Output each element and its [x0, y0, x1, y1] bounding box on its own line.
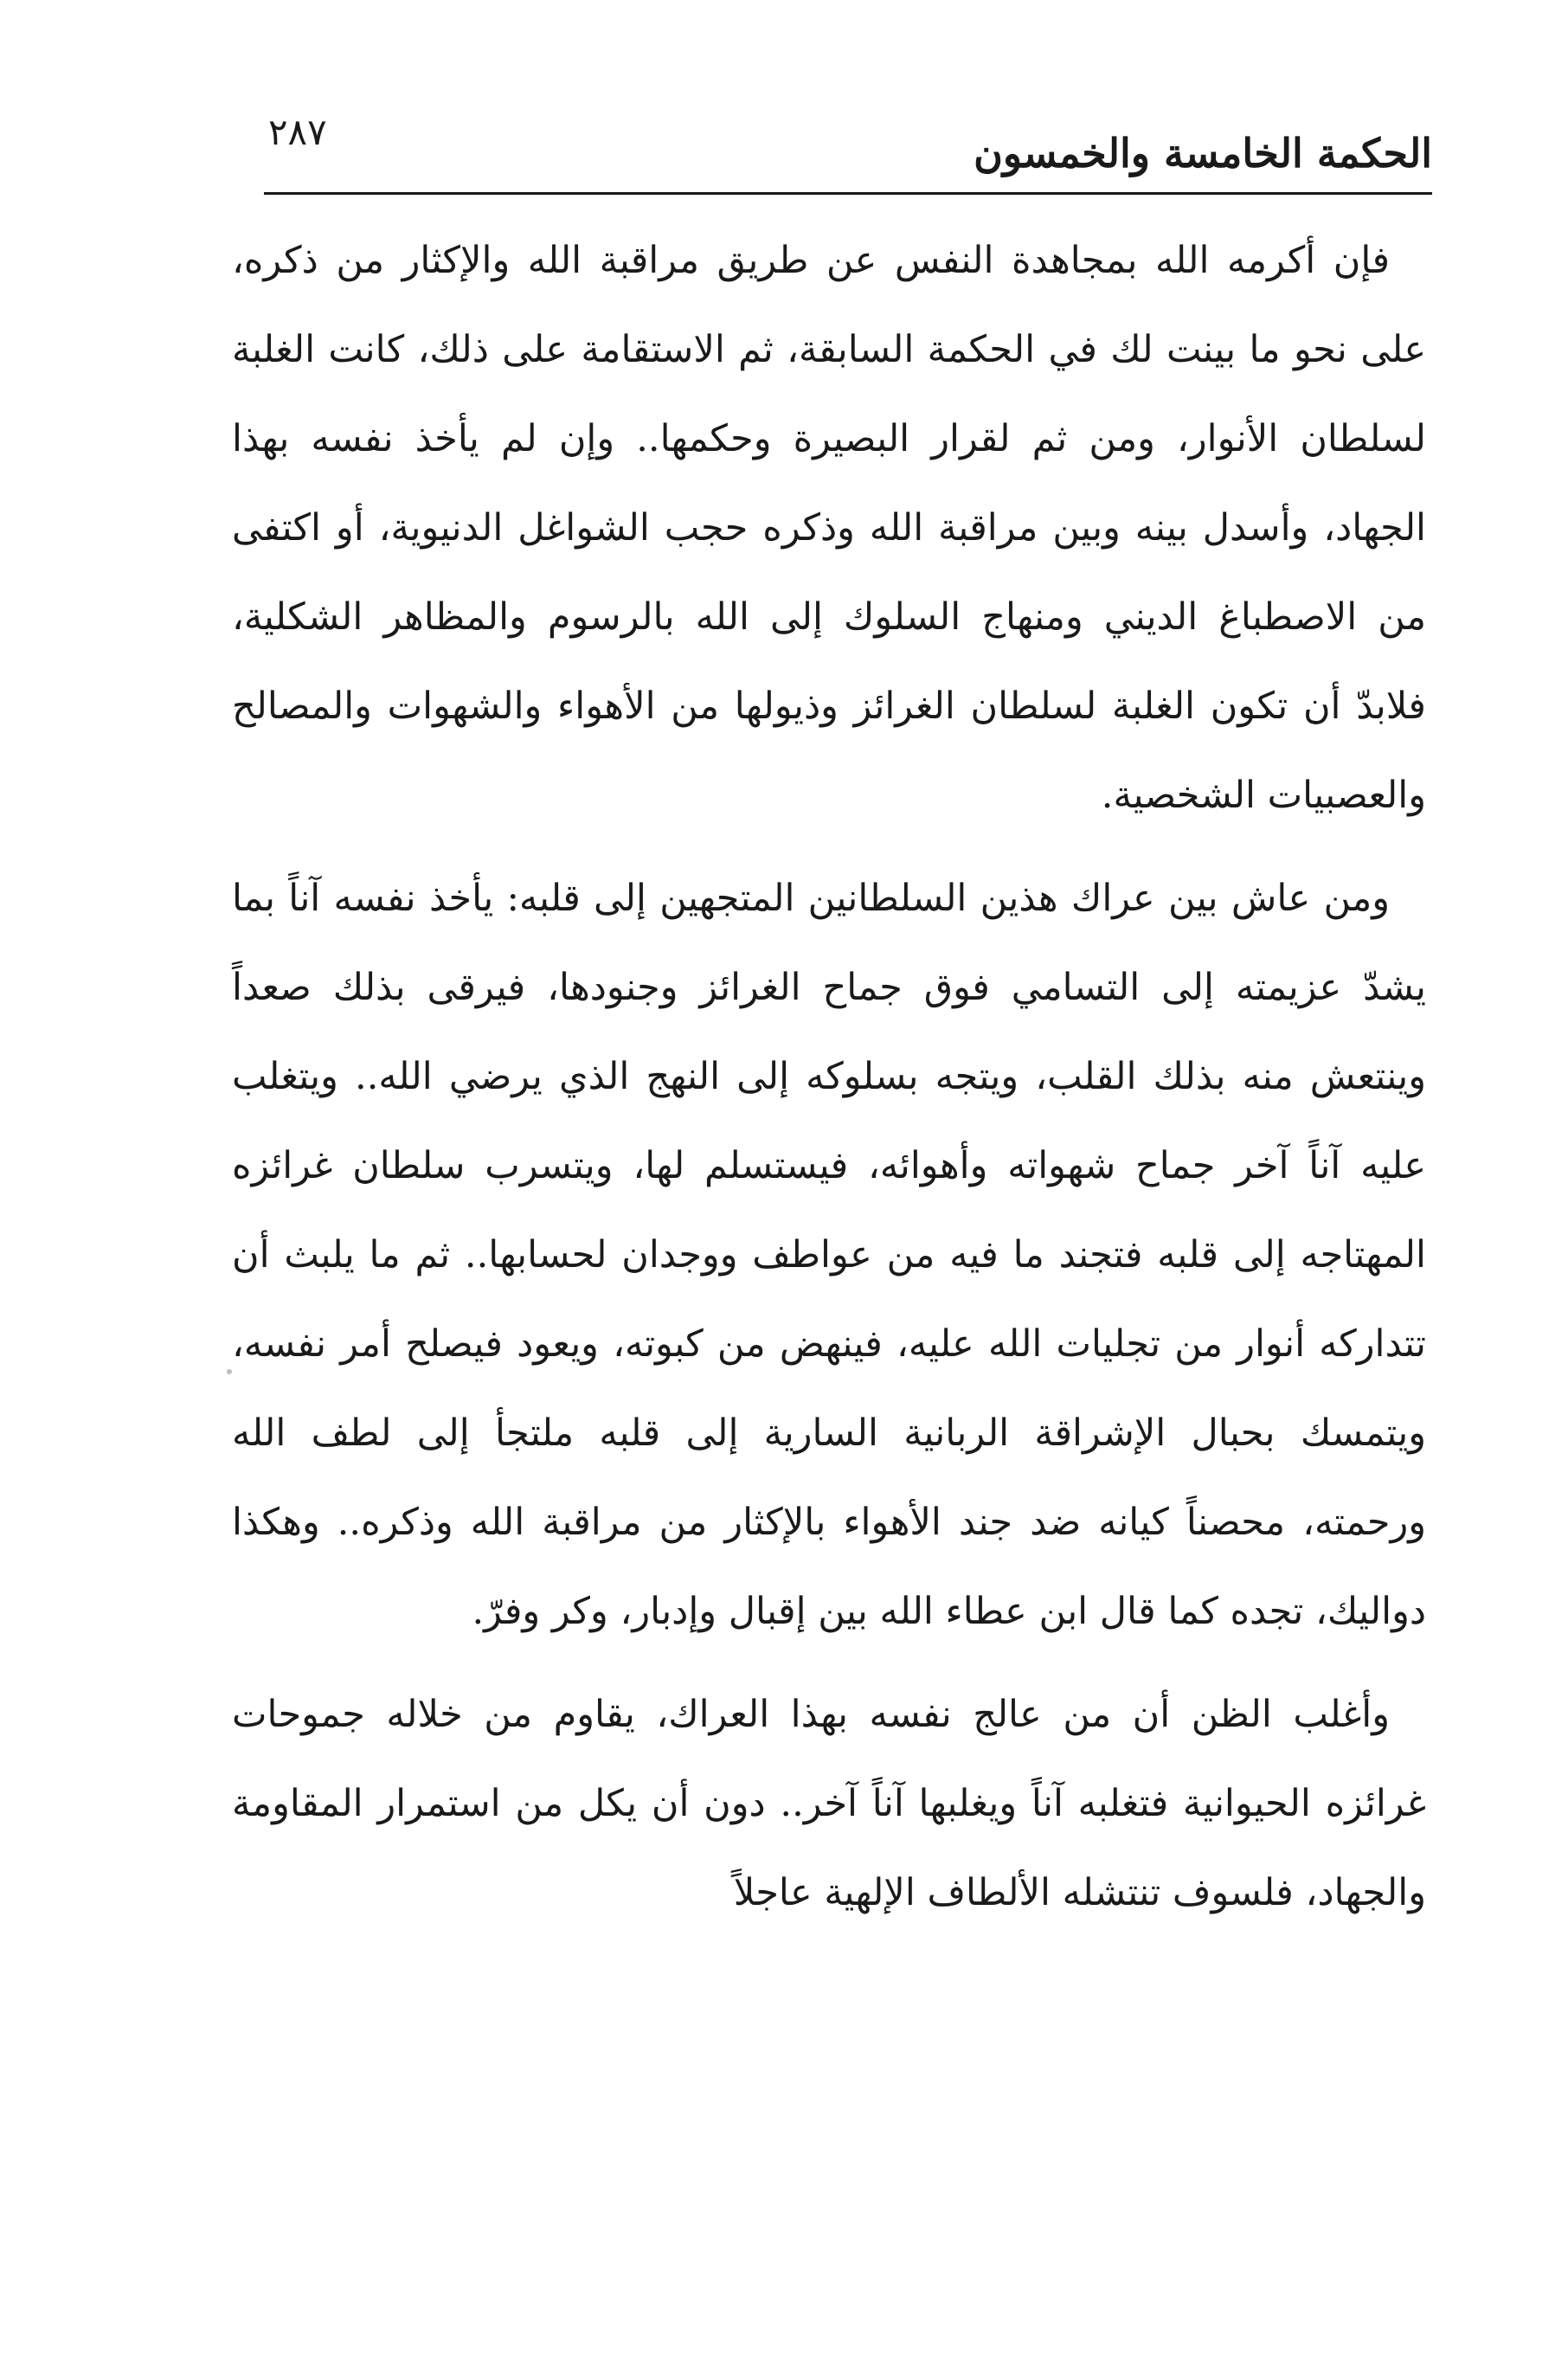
paragraph-1: فإن أكرمه الله بمجاهدة النفس عن طريق مراقبة الله والإكثار من ذكره، على نحو ما بينت لك في الحكمة السابقة، ثم الاستقامة على ذلك، كانت الغلبة لسلطان الأنوار، ومن ثم لقرار البصيرة وحكمها.. وإن لم يأخذ نفسه بهذا الجهاد، وأسدل بينه وبين مراقبة الله وذكره حجب الشواغل الدنيوية، أو اكتفى من الاصطباغ الديني ومنهاج السلوك إلى الله بالرسوم والمظاهر الشكلية، فلابدّ أن تكون الغلبة لسلطان الغرائز وذيولها من الأهواء والشهوات والمصالح والعصبيات الشخصية. — [232, 239, 1426, 817]
page-number: ٢٨٧ — [268, 111, 327, 153]
running-title: الحكمة الخامسة والخمسون — [974, 130, 1432, 177]
paragraph-3: وأغلب الظن أن من عالج نفسه بهذا العراك، يقاوم من خلاله جموحات غرائزه الحيوانية فتغلبه آناً ويغلبها آناً آخر.. دون أن يكل من استمرار المقاومة والجهاد، فلسوف تنتشله الألطاف الإلهية عاجلاً — [232, 1693, 1426, 1914]
page-header — [260, 104, 1436, 199]
paragraph-2: ومن عاش بين عراك هذين السلطانين المتجهين إلى قلبه: يأخذ نفسه آناً بما يشدّ عزيمته إلى التسامي فوق جماح الغرائز وجنودها، فيرقى بذلك صعداً وينتعش منه بذلك القلب، ويتجه بسلوكه إلى النهج الذي يرضي الله.. ويتغلب عليه آناً آخر جماح شهواته وأهوائه، فيستسلم لها، ويتسرب سلطان غرائزه المهتاجه إلى قلبه فتجند ما فيه من عواطف ووجدان لحسابها.. ثم ما يلبث أن تتداركه أنوار من تجليات الله عليه، فينهض من كبوته، ويعود فيصلح أمر نفسه، ويتمسك بحبال الإشراقة الربانية السارية إلى قلبه ملتجأ إلى لطف الله ورحمته، محصناً كيانه ضد جند الأهواء بالإكثار من مراقبة الله وذكره.. وهكذا دواليك، تجده كما قال ابن عطاء الله بين إقبال وإدبار، وكر وفرّ. — [232, 877, 1426, 1633]
scan-speck — [227, 1369, 232, 1374]
page-body — [232, 216, 1426, 1938]
header-rule — [264, 192, 1432, 195]
